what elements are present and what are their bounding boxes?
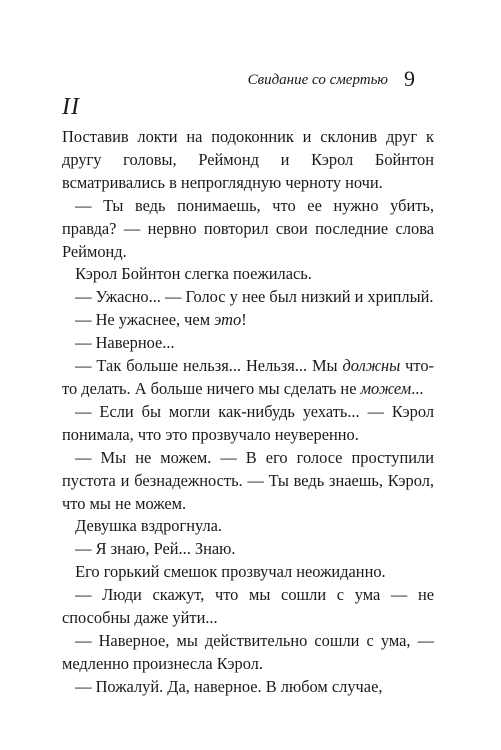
text-run: что-то делать. А больше ничего мы сделать не	[62, 356, 434, 398]
paragraph	[62, 126, 434, 195]
paragraph	[62, 584, 434, 630]
paragraph	[62, 515, 434, 538]
text-run: — Мы не можем. — В его голосе проступили пустота и безнадежность. — Ты ведь знаешь, Кэрол, что мы не можем.	[62, 447, 434, 513]
running-head	[248, 64, 415, 90]
page-number: 9	[404, 66, 415, 91]
paragraph	[62, 355, 434, 401]
paragraph	[62, 447, 434, 516]
paragraph	[62, 561, 434, 584]
chapter-heading: II	[62, 94, 80, 120]
paragraph	[62, 630, 434, 676]
paragraph	[62, 332, 434, 355]
paragraph	[62, 309, 434, 332]
paragraph	[62, 195, 434, 264]
text-run: !	[241, 310, 247, 330]
text-run: — Наверное...	[75, 333, 175, 353]
text-run: Кэрол Бойнтон слегка поежилась.	[75, 264, 312, 284]
paragraph	[62, 263, 434, 286]
text-run: — Наверное, мы действительно сошли с ума, — медленно произнесла Кэрол.	[62, 630, 434, 673]
text-run: — Ужасно... — Голос у нее был низкий и хриплый.	[75, 287, 434, 307]
paragraph	[62, 676, 434, 699]
text-run: Девушка вздрогнула.	[75, 516, 223, 536]
body-text	[62, 126, 434, 699]
text-run: ...	[411, 378, 424, 398]
text-run: Его горький смешок прозвучал неожиданно.	[75, 562, 386, 582]
paragraph	[62, 538, 434, 561]
italic-text: можем	[360, 378, 412, 398]
text-run: — Если бы могли как-нибудь уехать... — Кэрол понимала, что это прозвучало неуверенно.	[62, 401, 434, 444]
paragraph	[62, 401, 434, 447]
paragraph	[62, 286, 434, 309]
text-run: — Не ужаснее, чем	[75, 310, 215, 330]
text-run: — Ты ведь понимаешь, что ее нужно убить, правда? — нервно повторил свои последние слова Реймонд.	[62, 195, 434, 261]
text-run: — Я знаю, Рей... Знаю.	[75, 539, 236, 559]
text-run: — Люди скажут, что мы сошли с ума — не способны даже уйти...	[62, 585, 434, 628]
text-run: — Так больше нельзя... Нельзя... Мы	[75, 356, 343, 376]
italic-text: должны	[342, 356, 401, 376]
italic-text: это	[214, 310, 242, 330]
running-title: Свидание со смертью	[247, 72, 388, 88]
text-run: — Пожалуй. Да, наверное. В любом случае,	[75, 676, 383, 696]
text-run: Поставив локти на подоконник и склонив друг к другу головы, Реймонд и Кэрол Бойнтон всматривались в непроглядную черноту ночи.	[62, 127, 434, 192]
